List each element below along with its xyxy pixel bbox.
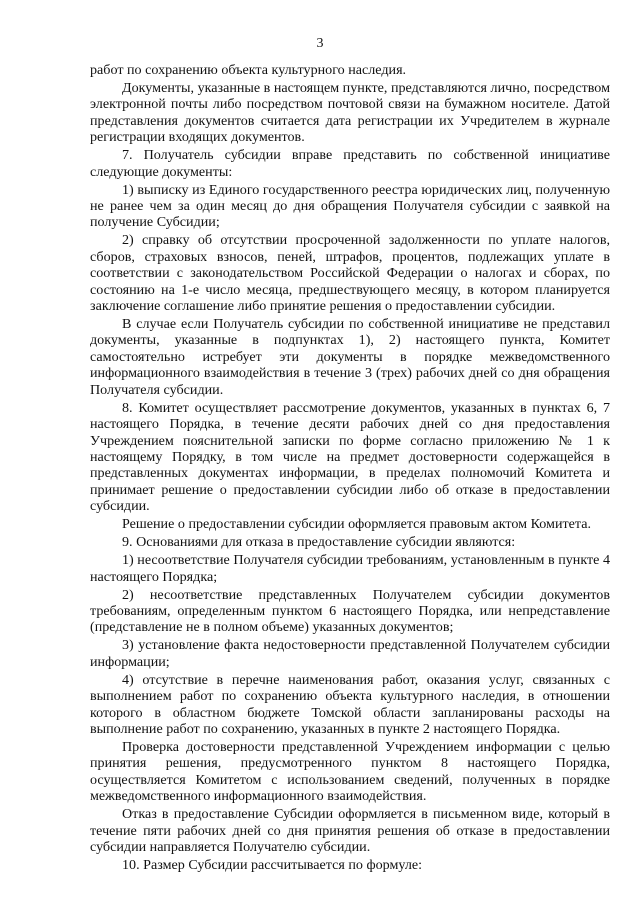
paragraph-item-9: 9. Основаниями для отказа в предоставление субсидии являются: [122,534,516,551]
paragraph-item-9-1: 1) несоответствие Получателя субсидии требованиям, установленным в пункте 4 настоящего Порядка; [90,552,610,585]
paragraph-refusal: Отказ в предоставление Субсидии оформляется в письменном виде, который в течение пяти рабочих дней со дня принятия решения об отказе в предоставлении субсидии направляется Получателю субсидии. [90,806,610,855]
paragraph-item-7-note: В случае если Получатель субсидии по собственной инициативе не представил документы, указанные в подпунктах 1), 2) настоящего пункта, Комитет самостоятельно истребует эти документы в порядке межведомственного информационного взаимодействия в течение 3 (трех) рабочих дней со дня обращения Получателя субсидии. [90,316,610,398]
paragraph-item-7-2: 2) справку об отсутствии просроченной задолженности по уплате налогов, сборов, страховых взносов, пеней, штрафов, процентов, подлежащих уплате в соответствии с законодательством Российской Федерации о налогах и сборах, по состоянию на 1-е число месяца, предшествующего месяцу, в котором планируется заключение соглашение либо принятие решения о предоставлении субсидии. [90,232,610,315]
paragraph-verification: Проверка достоверности представленной Учреждением информации с целью принятия решения, предусмотренного пунктом 8 настоящего Порядка, осуществляется Комитетом с использованием сведений, полученных в порядке межведомственного информационного взаимодействия. [90,738,610,805]
paragraph-item-7: 7. Получатель субсидии вправе представить по собственной инициативе следующие документы: [90,147,610,180]
paragraph-item-7-1: 1) выписку из Единого государственного реестра юридических лиц, полученную не ранее чем за один месяц до дня обращения Получателя субсидии с заявкой на получение Субсидии; [90,181,610,231]
paragraph-item-9-4: 4) отсутствие в перечне наименования работ, оказания услуг, связанных с выполнением работ по сохранению объекта культурного наследия, в отношении которого в областном бюджете Томской области запланированы расходы на выполнение работ по сохранению, указанных в пункте 2 настоящего Порядка. [90,671,610,737]
page-number: 3 [316,36,324,51]
paragraph-item-8: 8. Комитет осуществляет рассмотрение документов, указанных в пунктах 6, 7 настоящего Порядка, в течение десяти рабочих дней со дня предоставления Учреждением пояснительной записки по форме согласно приложению № 1 к настоящему Порядку, в том числе на предмет достоверности содержащейся в представленных документах информации, в пределах полномочий Комитета и принимает решение о предоставлении субсидии либо об отказе в предоставлении субсидии. [90,399,610,515]
document-body [90,62,610,875]
paragraph-documents-submission: Документы, указанные в настоящем пункте, представляются лично, посредством электронной почты либо посредством почтовой связи на бумажном носителе. Датой представления документов считается дата регистрации их Учредителем в журнале регистрации входящих документов. [90,80,610,146]
paragraph-continuation: работ по сохранению объекта культурного наследия. [90,62,407,78]
paragraph-item-9-2: 2) несоответствие представленных Получателем субсидии документов требованиям, определенным пунктом 6 настоящего Порядка, или непредставление (представление не в полном объеме) указанных документов; [90,586,610,636]
paragraph-item-8-decision: Решение о предоставлении субсидии оформляется правовым актом Комитета. [122,516,592,533]
paragraph-item-10: 10. Размер Субсидии рассчитывается по формуле: [122,857,423,873]
paragraph-item-9-3: 3) установление факта недостоверности представленной Получателем субсидии информации; [90,637,610,670]
